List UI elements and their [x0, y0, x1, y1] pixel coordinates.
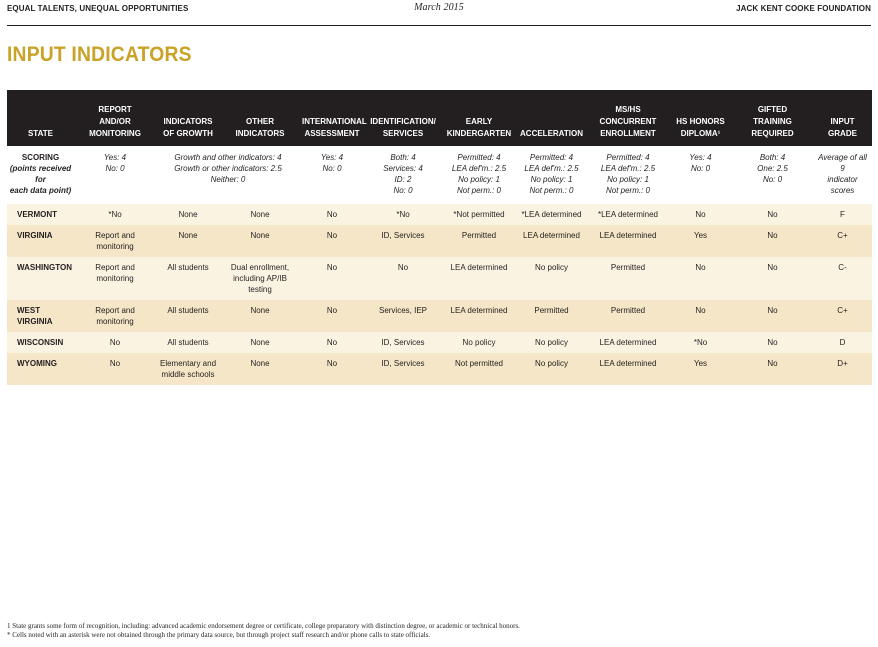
table-header-row	[7, 90, 872, 146]
cell-line: IDENTIFICATION/	[370, 117, 436, 126]
cell-line: GIFTED	[757, 105, 788, 114]
scoring-cell	[442, 146, 516, 204]
cell-line: LEA def'm.: 2.5	[524, 164, 579, 173]
scoring-sublabel	[9, 163, 72, 196]
cell-line: Growth or other indicators: 2.5	[174, 164, 282, 173]
table-cell	[669, 225, 732, 257]
cell-line: Permitted: 4	[606, 153, 650, 162]
table-cell	[516, 257, 587, 300]
cell-line: OF GROWTH	[163, 129, 213, 138]
cell-line: INDICATORS	[235, 129, 285, 138]
table-cell	[364, 225, 442, 257]
cell-line: Growth and other indicators: 4	[174, 153, 282, 162]
cell-line: No	[326, 263, 338, 272]
table-cell	[442, 204, 516, 225]
column-header	[74, 90, 156, 146]
cell-line: monitoring	[96, 317, 134, 326]
table-cell	[813, 225, 872, 257]
cell-line: Permitted: 4	[457, 153, 501, 162]
cell-line: No	[767, 210, 778, 219]
cell-line: STATE	[27, 129, 54, 138]
cell-line: No	[326, 231, 338, 240]
table-cell	[587, 225, 669, 257]
cell-line: LEA determined	[450, 263, 508, 272]
cell-line: No	[767, 231, 778, 240]
table-cell	[587, 332, 669, 353]
cell-line: middle schools	[161, 370, 215, 379]
cell-line: Report and	[95, 263, 135, 272]
table-cell	[516, 332, 587, 353]
cell-line: *No	[108, 210, 122, 219]
cell-line: No policy: 1	[607, 175, 649, 184]
cell-line: No	[767, 306, 778, 315]
cell-line: All students	[167, 338, 209, 347]
cell-line: C-	[838, 263, 847, 272]
cell-line: MONITORING	[89, 129, 141, 138]
table-cell	[300, 300, 364, 332]
cell-line: No	[767, 338, 778, 347]
cell-line: Report and	[95, 231, 135, 240]
cell-line: No	[397, 263, 409, 272]
cell-line: No: 0	[393, 186, 413, 195]
table-cell	[813, 300, 872, 332]
cell-line: each data point)	[9, 186, 72, 195]
column-header	[220, 90, 300, 146]
cell-line: None	[250, 306, 270, 315]
table-cell	[516, 225, 587, 257]
column-header	[516, 90, 587, 146]
table-cell	[442, 353, 516, 385]
page-title: INPUT INDICATORS	[7, 43, 192, 66]
table-cell	[74, 225, 156, 257]
cell-line: ID, Services	[381, 231, 425, 240]
cell-line: None	[250, 210, 270, 219]
running-header-right: JACK KENT COOKE FOUNDATION	[736, 4, 871, 13]
table-cell	[156, 225, 220, 257]
table-cell	[813, 257, 872, 300]
table-cell	[300, 332, 364, 353]
cell-line: Elementary and	[159, 359, 217, 368]
table-cell	[220, 353, 300, 385]
scoring-cell	[813, 146, 872, 204]
state-name: WYOMING	[7, 353, 74, 385]
cell-line: No	[767, 359, 778, 368]
scoring-cell	[74, 146, 156, 204]
table-cell	[442, 225, 516, 257]
cell-line: No: 0	[762, 175, 783, 184]
cell-line: monitoring	[96, 274, 134, 283]
cell-line: OTHER	[246, 117, 274, 126]
cell-line: Yes	[693, 359, 708, 368]
cell-line: All students	[167, 306, 209, 315]
scoring-label-cell	[7, 146, 74, 204]
cell-line: *No	[396, 210, 410, 219]
table-cell	[442, 332, 516, 353]
cell-line: F	[840, 210, 845, 219]
cell-line: Not perm.: 0	[605, 186, 650, 195]
cell-line: Yes: 4	[103, 153, 127, 162]
scoring-cell	[587, 146, 669, 204]
cell-line: SERVICES	[382, 129, 424, 138]
table-cell	[669, 300, 732, 332]
state-name: WEST VIRGINIA	[7, 300, 74, 332]
cell-line: Average of all 9	[818, 153, 867, 173]
table-cell	[732, 332, 813, 353]
table-cell	[364, 300, 442, 332]
scoring-cell	[156, 146, 300, 204]
cell-line: LEA determined	[523, 231, 580, 240]
cell-line: AND/OR	[99, 117, 131, 126]
cell-line: ID, Services	[381, 338, 425, 347]
table-cell	[300, 225, 364, 257]
column-header	[364, 90, 442, 146]
scoring-cell	[669, 146, 732, 204]
cell-line: C+	[837, 231, 848, 240]
table-cell	[587, 353, 669, 385]
cell-line: ID: 2	[394, 175, 412, 184]
cell-line: No	[109, 338, 121, 347]
cell-line: INPUT	[830, 117, 855, 126]
table-cell	[74, 257, 156, 300]
table-cell	[74, 353, 156, 385]
column-header	[156, 90, 220, 146]
table-cell	[669, 204, 732, 225]
table-cell	[156, 204, 220, 225]
table-cell	[156, 300, 220, 332]
cell-line: Not permitted	[454, 359, 504, 368]
table-cell	[364, 332, 442, 353]
cell-line: Permitted	[610, 263, 646, 272]
table-cell	[220, 332, 300, 353]
cell-line: LEA determined	[599, 359, 657, 368]
table-row	[7, 204, 872, 225]
table-cell	[300, 257, 364, 300]
state-name: VIRGINIA	[7, 225, 74, 257]
table-row	[7, 257, 872, 300]
footnote-1: 1 State grants some form of recognition, including: advanced academic endorsement degree or certificate, college preparatory with distinction degree, or academic or technical honors.	[7, 622, 520, 630]
cell-line: KINDERGARTEN	[446, 129, 512, 138]
cell-line: All students	[167, 263, 209, 272]
cell-line: No	[326, 306, 338, 315]
table-cell	[364, 353, 442, 385]
table-cell	[669, 257, 732, 300]
cell-line: No: 0	[322, 164, 342, 173]
table-row	[7, 300, 872, 332]
table-cell	[813, 353, 872, 385]
cell-line: Neither: 0	[210, 175, 246, 184]
cell-line: No	[695, 306, 706, 315]
cell-line: indicator scores	[827, 175, 858, 195]
cell-line: HS HONORS	[676, 117, 725, 126]
column-header	[813, 90, 872, 146]
table-cell	[156, 353, 220, 385]
cell-line: No	[326, 359, 338, 368]
cell-line: Not perm.: 0	[529, 186, 574, 195]
column-header	[732, 90, 813, 146]
cell-line: No policy	[535, 338, 568, 347]
cell-line: No policy: 1	[458, 175, 500, 184]
running-header-left: EQUAL TALENTS, UNEQUAL OPPORTUNITIES	[7, 4, 189, 13]
table-row	[7, 225, 872, 257]
cell-line: REQUIRED	[751, 129, 794, 138]
table-cell	[74, 332, 156, 353]
table-cell	[732, 353, 813, 385]
cell-line: EARLY	[465, 117, 493, 126]
column-header	[587, 90, 669, 146]
cell-line: Dual enrollment,	[230, 263, 290, 272]
table-cell	[364, 204, 442, 225]
cell-line: None	[250, 231, 270, 240]
cell-line: None	[178, 210, 198, 219]
table-cell	[442, 300, 516, 332]
cell-line: *LEA determined	[521, 210, 582, 219]
column-header	[300, 90, 367, 146]
cell-line: LEA def'm.: 2.5	[600, 164, 656, 173]
cell-line: LEA determined	[599, 231, 657, 240]
cell-line: MS/HS	[615, 105, 641, 114]
cell-line: No	[109, 359, 121, 368]
cell-line: LEA determined	[599, 338, 657, 347]
table-cell	[587, 204, 669, 225]
cell-line: No	[767, 263, 778, 272]
cell-line: No policy	[535, 359, 568, 368]
cell-line: Permitted	[534, 306, 569, 315]
cell-line: TRAINING	[753, 117, 792, 126]
cell-line: Both: 4	[759, 153, 786, 162]
cell-line: *Not permitted	[453, 210, 505, 219]
table-cell	[220, 225, 300, 257]
cell-line: No	[326, 210, 338, 219]
table-cell	[220, 300, 300, 332]
table-cell	[516, 300, 587, 332]
cell-line: DIPLOMA¹	[680, 129, 721, 138]
scoring-cell	[364, 146, 442, 204]
scoring-label: SCORING	[21, 153, 60, 162]
column-header	[7, 90, 74, 146]
table-cell	[220, 257, 300, 300]
table-cell	[156, 257, 220, 300]
cell-line: Yes: 4	[689, 153, 712, 162]
table-cell	[732, 225, 813, 257]
footnote-asterisk: * Cells noted with an asterisk were not obtained through the primary data source, but through project staff research and/or phone calls to state officials.	[7, 631, 431, 639]
table-cell	[732, 257, 813, 300]
table-cell	[300, 353, 364, 385]
table-cell	[813, 332, 872, 353]
table-cell	[516, 204, 587, 225]
scoring-cell	[300, 146, 364, 204]
cell-line: D	[839, 338, 846, 347]
cell-line: Services: 4	[383, 164, 423, 173]
cell-line: LEA determined	[450, 306, 508, 315]
cell-line: ACCELERATION	[520, 129, 583, 138]
cell-line: REPORT	[98, 105, 132, 114]
cell-line: None	[178, 231, 198, 240]
cell-line: Services, IEP	[378, 306, 427, 315]
cell-line: One: 2.5	[757, 164, 788, 173]
table-cell	[74, 300, 156, 332]
cell-line: *LEA determined	[597, 210, 659, 219]
cell-line: None	[250, 359, 270, 368]
column-header	[442, 90, 516, 146]
table-cell	[732, 300, 813, 332]
cell-line: D+	[837, 359, 848, 368]
cell-line: INTERNATIONAL	[302, 117, 367, 126]
cell-line: No: 0	[105, 164, 125, 173]
state-name: WISCONSIN	[7, 332, 74, 353]
cell-line: ID, Services	[381, 359, 425, 368]
cell-line: No policy: 1	[530, 175, 573, 184]
table-cell	[364, 257, 442, 300]
table-cell	[813, 204, 872, 225]
cell-line: (points received for	[9, 164, 72, 184]
table-cell	[732, 204, 813, 225]
input-indicators-table	[7, 90, 872, 385]
cell-line: CONCURRENT	[599, 117, 657, 126]
table-cell	[300, 204, 364, 225]
cell-line: C+	[837, 306, 848, 315]
state-name: VERMONT	[7, 204, 74, 225]
cell-line: No	[695, 263, 706, 272]
table-cell	[669, 353, 732, 385]
table-row	[7, 353, 872, 385]
cell-line: Permitted: 4	[529, 153, 574, 162]
cell-line: GRADE	[828, 129, 857, 138]
cell-line: None	[250, 338, 270, 347]
cell-line: No policy	[462, 338, 496, 347]
cell-line: Permitted	[461, 231, 497, 240]
table-cell	[74, 204, 156, 225]
cell-line: No: 0	[690, 164, 711, 173]
cell-line: ASSESSMENT	[304, 129, 360, 138]
cell-line: Not perm.: 0	[456, 186, 501, 195]
table-cell	[669, 332, 732, 353]
cell-line: Yes	[693, 231, 708, 240]
column-header	[669, 90, 732, 146]
table-cell	[442, 257, 516, 300]
cell-line: INDICATORS	[163, 117, 213, 126]
scoring-cell	[516, 146, 587, 204]
table-cell	[587, 257, 669, 300]
cell-line: *No	[693, 338, 708, 347]
table-row	[7, 332, 872, 353]
table-cell	[156, 332, 220, 353]
cell-line: monitoring	[96, 242, 134, 251]
cell-line: ENROLLMENT	[600, 129, 656, 138]
cell-line: No policy	[535, 263, 568, 272]
scoring-cell	[732, 146, 813, 204]
cell-line: Yes: 4	[320, 153, 344, 162]
cell-line: No	[326, 338, 338, 347]
state-name: WASHINGTON	[7, 257, 74, 300]
table-cell	[587, 300, 669, 332]
scoring-row	[7, 146, 872, 204]
running-header-date: March 2015	[414, 2, 464, 13]
cell-line: Report and	[95, 306, 135, 315]
cell-line: including AP/IB testing	[233, 274, 287, 294]
header-rule	[7, 25, 871, 26]
table-cell	[220, 204, 300, 225]
cell-line: LEA def'm.: 2.5	[451, 164, 507, 173]
cell-line: Both: 4	[390, 153, 416, 162]
table-cell	[516, 353, 587, 385]
cell-line: No	[695, 210, 706, 219]
cell-line: Permitted	[610, 306, 646, 315]
